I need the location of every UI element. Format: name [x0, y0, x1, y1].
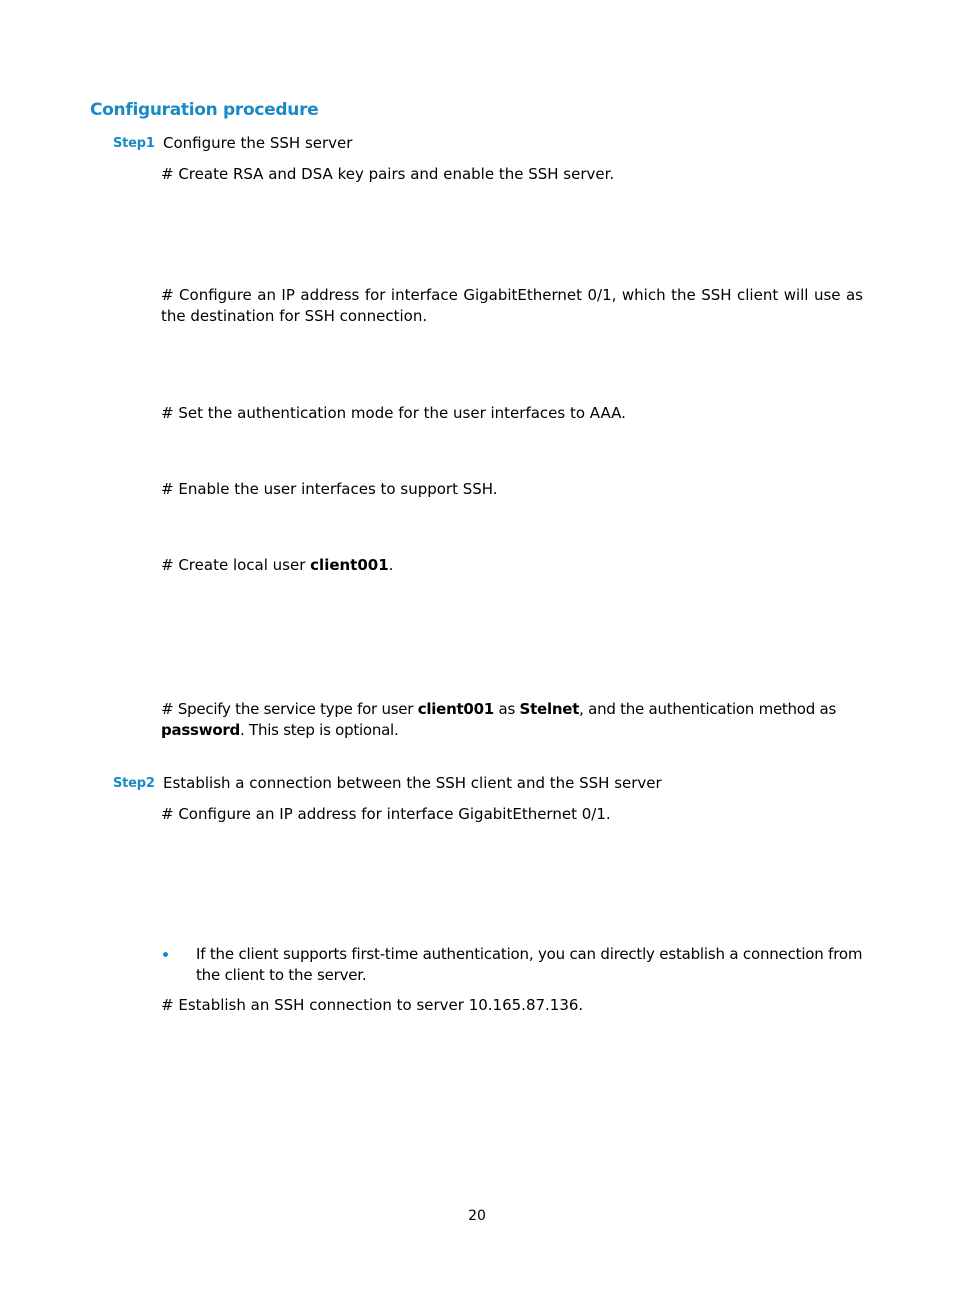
page-number: 20 — [468, 1208, 486, 1224]
step2-paragraph-ip: # Configure an IP address for interface GigabitEthernet 0/1. — [161, 805, 611, 823]
step2-label: Step2 — [113, 776, 155, 791]
step1-paragraph-enable-ssh: # Enable the user interfaces to support SSH. — [161, 480, 498, 498]
create-user-text: # Create local user — [161, 556, 311, 574]
step1-paragraph-ip: # Configure an IP address for interface GigabitEthernet 0/1, which the SSH client will use as the destination for SSH connection. — [161, 286, 863, 325]
step1-paragraph-auth-mode: # Set the authentication mode for the user interfaces to AAA. — [161, 404, 626, 422]
step1-paragraph-create-user — [161, 556, 393, 574]
section-heading: Configuration procedure — [90, 100, 319, 120]
step2-title: Establish a connection between the SSH client and the SSH server — [163, 774, 662, 792]
service-user: client001 — [417, 700, 494, 718]
step2-bullet-text: If the client supports first-time authentication, you can directly establish a connection from the client to the server. — [196, 945, 863, 984]
create-user-end: . — [388, 556, 394, 574]
service-text-c: , and the authentication method as — [579, 700, 837, 718]
service-text-a: # Specify the service type for user — [161, 700, 418, 718]
step1-paragraph-keys: # Create RSA and DSA key pairs and enable the SSH server. — [161, 165, 615, 183]
step1-paragraph-service-type — [161, 699, 869, 741]
user-name: client001 — [310, 556, 389, 574]
service-text-b: as — [494, 700, 520, 718]
auth-method: password — [161, 721, 241, 739]
service-text-d: . This step is optional. — [240, 721, 399, 739]
service-type: Stelnet — [519, 700, 580, 718]
bullet-icon — [163, 952, 168, 957]
step1-title: Configure the SSH server — [163, 134, 353, 152]
step1-label: Step1 — [113, 136, 155, 151]
step2-paragraph-connect: # Establish an SSH connection to server 10.165.87.136. — [161, 996, 584, 1014]
